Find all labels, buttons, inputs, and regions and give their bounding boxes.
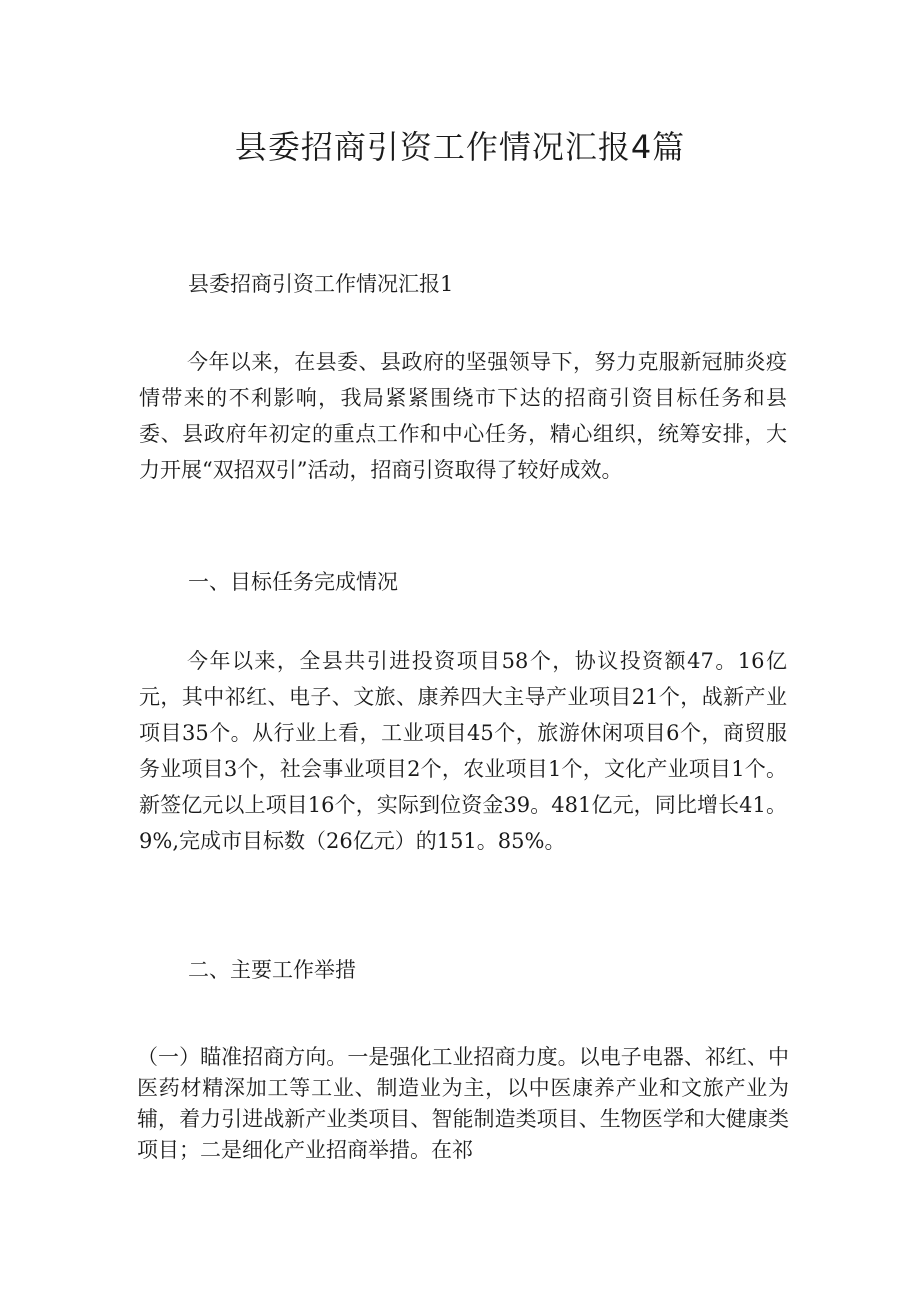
intro-paragraph: 今年以来，在县委、县政府的坚强领导下，努力克服新冠肺炎疫情带来的不利影响，我局紧紧围绕市下达的招商引资目标任务和县委、县政府年初定的重点工作和中心任务，精心组织，统筹安排，大力开展“双招双引”活动，招商引资取得了较好成效。	[139, 350, 787, 482]
section1-heading: 一、目标任务完成情况	[188, 570, 398, 594]
section2-paragraph: （一）瞄准招商方向。一是强化工业招商力度。以电子电器、祁红、中医药材精深加工等工业、制造业为主，以中医康养产业和文旅产业为辅，着力引进战新产业类项目、智能制造类项目、生物医学和大健康类项目；二是细化产业招商举措。在祁	[137, 1045, 789, 1162]
section1-paragraph: 今年以来，全县共引进投资项目58个，协议投资额47。16亿元，其中祁红、电子、文旅、康养四大主导产业项目21个，战新产业项目35个。从行业上看，工业项目45个，旅游休闲项目6个，商贸服务业项目3个，社会事业项目2个，农业项目1个，文化产业项目1个。新签亿元以上项目16个，实际到位资金39。481亿元，同比增长41。9%,完成市目标数（26亿元）的151。85%。	[139, 649, 787, 853]
report-heading: 县委招商引资工作情况汇报1	[188, 272, 454, 296]
section2-heading: 二、主要工作举措	[188, 958, 356, 982]
document-title: 县委招商引资工作情况汇报4篇	[234, 128, 686, 166]
